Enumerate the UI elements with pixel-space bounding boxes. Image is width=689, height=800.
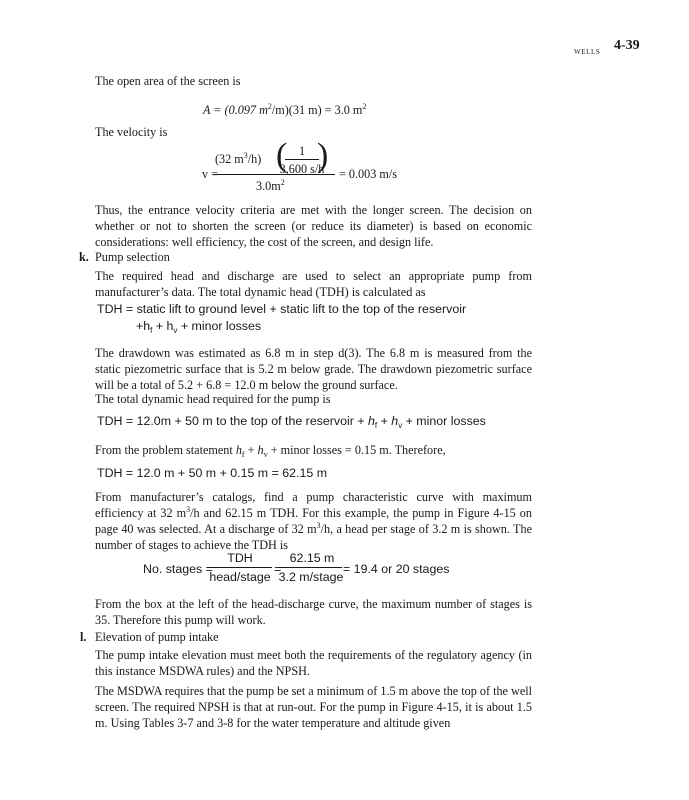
ps-plus: + (244, 443, 258, 457)
eq-tdh-definition-line2 (136, 318, 261, 334)
velocity-intro: The velocity is (95, 125, 168, 139)
eq-area-sup-1: 2 (267, 102, 272, 111)
eq-tdh-numeric-plus: + (377, 414, 392, 428)
paragraph-msdwa: The MSDWA requires that the pump be set a minimum of 1.5 m above the top of the well screen. The required NPSH is that at run-out. For the pump in Figure 4-15, it is about 1.5 m. Using Tables 3-7 and 3-8 for the water temperature and altitude given (95, 684, 532, 730)
eq-velocity-inner-den: 3,600 s/h (279, 162, 325, 176)
eq-tdh-def-hv: + h (152, 319, 174, 333)
eq-stages-result: = 19.4 or 20 stages (343, 562, 450, 576)
ps-start: From the problem statement (95, 443, 236, 457)
eq-tdh-def-rest: + minor losses (177, 319, 262, 333)
main-fraction-bar (213, 174, 335, 175)
ps-h2: h (257, 443, 264, 457)
eq-velocity-den-text: 3.0m (256, 179, 281, 193)
ps-end: + minor losses = 0.15 m. Therefore, (267, 443, 446, 457)
eq-stages-den1: head/stage (209, 570, 271, 584)
eq-area-sup-2: 2 (362, 102, 367, 111)
left-paren: ( (276, 137, 288, 174)
eq-stages-num2: 62.15 m (289, 551, 335, 565)
eq-area-left: A = (0.097 m (203, 103, 268, 117)
eq-tdh-numeric (97, 413, 486, 429)
equation-open-area (203, 102, 366, 118)
eq-tdh-total: TDH = 12.0 m + 50 m + 0.15 m = 62.15 m (97, 466, 328, 480)
open-area-intro: The open area of the screen is (95, 74, 241, 88)
eq-tdh-def-h: +h (136, 319, 151, 333)
right-paren: ) (317, 137, 329, 174)
eq-tdh-numeric-end: + minor losses (402, 414, 486, 428)
paragraph-intake: The pump intake elevation must meet both the requirements of the regulatory agency (in this instance MSDWA rules) and the NPSH. (95, 648, 532, 678)
eq-velocity-result: = 0.003 m/s (339, 167, 397, 181)
paragraph-catalogs (95, 489, 532, 553)
eq-stages-den2: 3.2 m/stage (278, 570, 344, 584)
ps-sub-f: f (241, 450, 245, 459)
page-number: 4-39 (614, 38, 640, 53)
stages-fraction-bar-1 (208, 567, 272, 568)
running-head-section: WELLS (574, 48, 601, 56)
stages-fraction-bar-2 (278, 567, 342, 568)
eq-tdh-definition-line1: TDH = static lift to ground level + static lift to the top of the reservoir (97, 302, 467, 316)
ps-sub-v: v (263, 450, 268, 459)
eq-velocity-flow-text: (32 m (215, 152, 244, 166)
eq-stages-num1: TDH (227, 551, 253, 565)
eq-tdh-numeric-sub-v: v (398, 421, 403, 430)
eq-velocity-den (256, 178, 285, 194)
eq-area-mid: /m)(31 m) = 3.0 m (271, 103, 363, 117)
paragraph-problem-statement (95, 442, 446, 458)
eq-velocity-flow-end: /h) (247, 152, 262, 166)
cat-c: /h, a head per stage of 3.2 m is shown. The number of stages to achieve the TDH is (95, 522, 532, 552)
eq-velocity-den-sup: 2 (280, 178, 285, 187)
eq-tdh-numeric-sub-f: f (374, 421, 378, 430)
eq-velocity-inner-num: 1 (298, 144, 306, 158)
item-k-marker: k. (79, 250, 89, 264)
paragraph-thus: Thus, the entrance velocity criteria are met with the longer screen. The decision on whether or not to shorten the screen (or reduce its diameter) is based on economic considerations: well efficiency, the cost of the screen, and design life. (95, 203, 532, 249)
eq-tdh-numeric-start: TDH = 12.0m + 50 m to the top of the reservoir + (97, 414, 369, 428)
eq-stages-lhs: No. stages = (143, 562, 213, 576)
cat-a: From manufacturer’s catalogs, find a pump characteristic curve with maximum efficiency at 32 m (95, 490, 532, 520)
cat-b: /h and 62.15 m TDH. For this example, the pump in Figure 4-15 on page 40 was selected. At a discharge of 32 m (95, 506, 532, 536)
eq-tdh-def-sub-f: f (150, 326, 153, 335)
eq-velocity-flow (215, 151, 261, 167)
item-k-title: Pump selection (95, 250, 170, 264)
item-l-title: Elevation of pump intake (95, 630, 219, 644)
eq-tdh-def-sub-v: v (173, 326, 178, 335)
eq-velocity-flow-sup: 3 (243, 151, 248, 160)
eq-velocity-lhs: v = (202, 167, 219, 181)
ps-h: h (235, 443, 242, 457)
cat-sup2: 3 (316, 521, 321, 530)
paragraph-tdh-required: The total dynamic head required for the pump is (95, 392, 331, 406)
item-l-marker: l. (80, 630, 87, 644)
paragraph-drawdown: The drawdown was estimated as 6.8 m in step d(3). The 6.8 m is measured from the static piezometric surface that is 5.2 m below grade. The drawdown piezometric surface will be a total of 5.2 + 6.8 = 12.0 m below the ground surface. (95, 346, 532, 392)
paragraph-required-head: The required head and discharge are used to select an appropriate pump from manufacturer’s data. The total dynamic head (TDH) is calculated as (95, 269, 532, 299)
eq-tdh-numeric-h2: h (391, 414, 399, 428)
cat-sup1: 3 (186, 505, 191, 514)
eq-stages-eq: = (274, 562, 282, 576)
paragraph-box: From the box at the left of the head-discharge curve, the maximum number of stages is 35. Therefore this pump will work. (95, 597, 532, 627)
inner-fraction-bar (285, 159, 319, 160)
eq-tdh-numeric-h: h (368, 414, 375, 428)
